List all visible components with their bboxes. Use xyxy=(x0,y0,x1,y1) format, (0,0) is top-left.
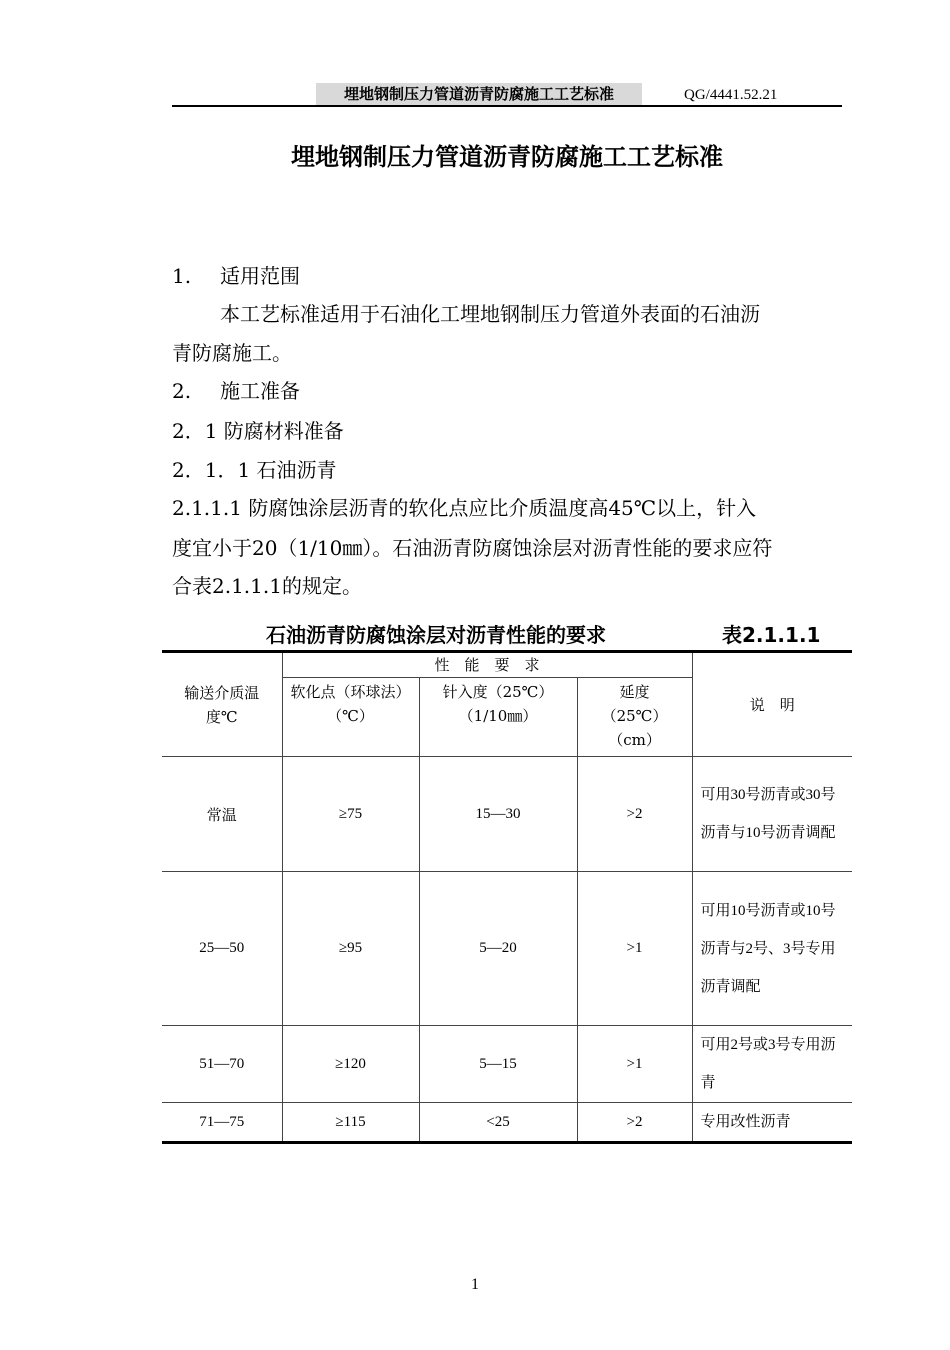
document-title: 埋地钢制压力管道沥青防腐施工工艺标准 xyxy=(291,143,723,171)
cell-ductility: >2 xyxy=(577,757,692,872)
table-caption: 石油沥青防腐蚀涂层对沥青性能的要求 xyxy=(266,623,606,647)
cell-softening-point: ≥75 xyxy=(282,757,419,872)
table-row xyxy=(162,1026,852,1103)
header-performance-group: 性 能 要 求 xyxy=(282,652,692,678)
cell-softening-point: ≥115 xyxy=(282,1103,419,1143)
header-remark: 说 明 xyxy=(692,652,852,757)
cell-ductility: >2 xyxy=(577,1103,692,1143)
section-2-1-1-heading: 2．1．1 石油沥青 xyxy=(172,458,337,482)
running-header-title: 埋地钢制压力管道沥青防腐施工工艺标准 xyxy=(316,83,642,105)
paragraph-1-line-2: 青防腐施工。 xyxy=(172,341,292,365)
section-2-heading xyxy=(172,377,300,405)
cell-softening-point: ≥95 xyxy=(282,872,419,1026)
paragraph-2-line-1: 2.1.1.1 防腐蚀涂层沥青的软化点应比介质温度高45℃以上，针入 xyxy=(172,496,757,520)
cell-remark: 可用2号或3号专用沥青 xyxy=(692,1026,852,1103)
header-softening-point: 软化点（环球法）（℃） xyxy=(282,678,419,757)
cell-penetration: 5—15 xyxy=(419,1026,577,1103)
section-1-number: 1. xyxy=(172,264,192,288)
section-1-heading xyxy=(172,262,300,290)
cell-penetration: 15—30 xyxy=(419,757,577,872)
cell-ductility: >1 xyxy=(577,872,692,1026)
header-rule xyxy=(172,105,842,107)
paragraph-2-line-3: 合表2.1.1.1的规定。 xyxy=(172,574,362,598)
cell-penetration: 5—20 xyxy=(419,872,577,1026)
cell-temperature: 71—75 xyxy=(162,1103,282,1143)
cell-remark: 可用30号沥青或30号沥青与10号沥青调配 xyxy=(692,757,852,872)
table-header-row-1 xyxy=(162,652,852,678)
cell-remark: 可用10号沥青或10号沥青与2号、3号专用沥青调配 xyxy=(692,872,852,1026)
header-penetration: 针入度（25℃）（1/10㎜） xyxy=(419,678,577,757)
section-2-number: 2. xyxy=(172,379,192,403)
cell-temperature: 25—50 xyxy=(162,872,282,1026)
cell-temperature: 常温 xyxy=(162,757,282,872)
table-number: 表2.1.1.1 xyxy=(722,623,821,647)
header-ductility: 延度（25℃）（cm） xyxy=(577,678,692,757)
running-header-code: QG/4441.52.21 xyxy=(684,87,778,103)
cell-softening-point: ≥120 xyxy=(282,1026,419,1103)
table-row xyxy=(162,1103,852,1143)
section-2-1-heading: 2．1 防腐材料准备 xyxy=(172,419,344,443)
table-row xyxy=(162,872,852,1026)
table-row xyxy=(162,757,852,872)
cell-ductility: >1 xyxy=(577,1026,692,1103)
section-2-title: 施工准备 xyxy=(220,379,300,403)
paragraph-1-line-1: 本工艺标准适用于石油化工埋地钢制压力管道外表面的石油沥 xyxy=(220,302,760,326)
cell-penetration: <25 xyxy=(419,1103,577,1143)
header-temperature: 输送介质温度℃ xyxy=(162,652,282,757)
asphalt-requirements-table xyxy=(162,650,852,1144)
section-1-title: 适用范围 xyxy=(220,264,300,288)
cell-temperature: 51—70 xyxy=(162,1026,282,1103)
page-number: 1 xyxy=(471,1276,479,1293)
paragraph-2-line-2: 度宜小于20（1/10㎜）。石油沥青防腐蚀涂层对沥青性能的要求应符 xyxy=(172,536,773,560)
cell-remark: 专用改性沥青 xyxy=(692,1103,852,1143)
